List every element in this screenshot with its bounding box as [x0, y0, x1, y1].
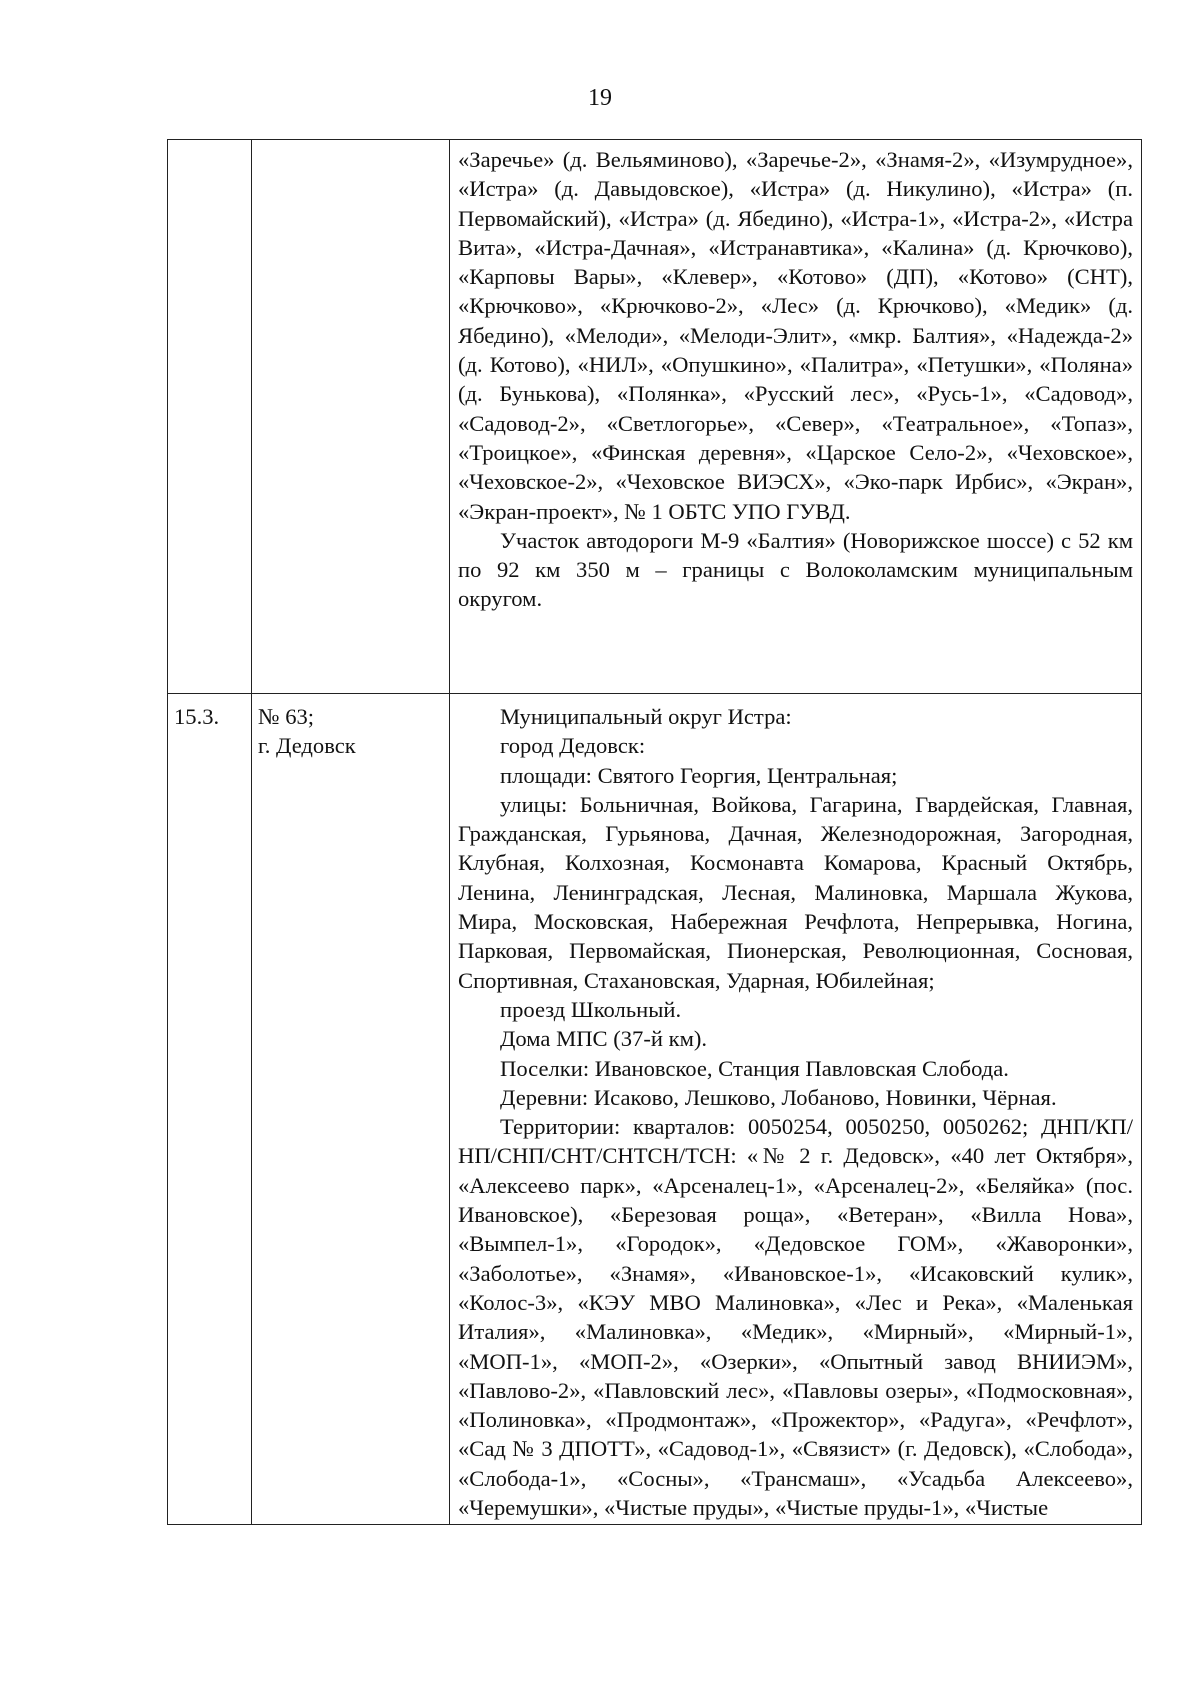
paragraph: «Заречье» (д. Вельяминово), «Заречье-2», «Знамя-2», «Изумрудное», «Истра» (д. Давыдовское), «Истра» (д. Никулино), «Истра» (п. Первомайский), «Истра» (д. Ябедино), «Истра-1», «Истра-2», «Истра Вита», «Истра-Дачная», «Истранавтика», «Калина» (д. Крючково), «Карповы Вары», «Клевер», «Котово» (ДП), «Котово» (СНТ), «Крючково», «Крючково-2», «Лес» (д. Крючково), «Медик» (д. Ябедино), «Мелоди», «Мелоди-Элит», «мкр. Балтия», «Надежда-2» (д. Котово), «НИЛ», «Опушкино», «Палитра», «Петушки», «Поляна» (д. Бунькова), «Полянка», «Русский лес», «Русь-1», «Садовод», «Садовод-2», «Светлогорье», «Север», «Театральное», «Топаз», «Троицкое», «Финская деревня», «Царское Село-2», «Чеховское», «Чеховское-2», «Чеховское ВИЭСХ», «Эко-парк Ирбис», «Экран», «Экран-проект», № 1 ОБТС УПО ГУВД.: [458, 147, 1133, 524]
paragraph: город Дедовск:: [500, 733, 646, 759]
paragraph: Поселки: Ивановское, Станция Павловская Слобода.: [500, 1055, 1009, 1081]
table-row: [168, 140, 1142, 694]
paragraph: Муниципальный округ Истра:: [500, 704, 792, 729]
district-city: г. Дедовск: [258, 733, 356, 759]
row-number-cell: 15.3.: [168, 694, 252, 1525]
table-row: [168, 694, 1142, 1525]
paragraph: Дома МПС (37-й км).: [500, 1026, 708, 1052]
row-number-cell: [168, 140, 252, 694]
district-cell: [252, 694, 450, 1525]
districts-table: [167, 139, 1142, 1525]
district-cell: [252, 140, 450, 694]
district-number: № 63;: [258, 704, 315, 729]
description-cell: [450, 140, 1142, 694]
paragraph: Территории: кварталов: 0050254, 0050250, 0050262; ДНП/КП/НП/СНП/СНТ/СНТСН/ТСН: «№ 2 г. Дедовск», «40 лет Октября», «Алексеево парк», «Арсеналец-1», «Арсеналец-2», «Беляйка» (пос. Ивановское), «Березовая роща», «Ветеран», «Вилла Нова», «Вымпел-1», «Городок», «Дедовское ГОМ», «Жаворонки», «Заболотье», «Знамя», «Ивановское-1», «Исаковский кулик», «Колос-3», «КЭУ МВО Малиновка», «Лес и Река», «Маленькая Италия», «Малиновка», «Медик», «Мирный», «Мирный-1», «МОП-1», «МОП-2», «Озерки», «Опытный завод ВНИИЭМ», «Павлово-2», «Павловский лес», «Павловы озеры», «Подмосковная», «Полиновка», «Продмонтаж», «Прожектор», «Радуга», «Речфлот», «Сад № 3 ДПОТТ», «Садовод-1», «Связист» (г. Дедовск), «Слобода», «Слобода-1», «Сосны», «Трансмаш», «Усадьба Алексеево», «Черемушки», «Чистые пруды», «Чистые пруды-1», «Чистые: [458, 1114, 1133, 1521]
paragraph: Деревни: Исаково, Лешково, Лобаново, Новинки, Чёрная.: [500, 1084, 1057, 1110]
page-number: 19: [588, 85, 612, 111]
paragraph: проезд Школьный.: [500, 996, 682, 1022]
paragraph: площади: Святого Георгия, Центральная;: [500, 762, 898, 788]
paragraph: улицы: Больничная, Войкова, Гагарина, Гвардейская, Главная, Гражданская, Гурьянова, Дачная, Железнодорожная, Загородная, Клубная, Колхозная, Космонавта Комарова, Красный Октябрь, Ленина, Ленинградская, Лесная, Малиновка, Маршала Жукова, Мира, Московская, Набережная Речфлота, Непрерывка, Ногина, Парковая, Первомайская, Пионерская, Революционная, Сосновая, Спортивная, Стахановская, Ударная, Юбилейная;: [458, 791, 1133, 993]
description-cell: [450, 694, 1142, 1525]
paragraph: Участок автодороги М-9 «Балтия» (Новорижское шоссе) с 52 км по 92 км 350 м – границы с Волоколамским муниципальным округом.: [458, 527, 1133, 612]
